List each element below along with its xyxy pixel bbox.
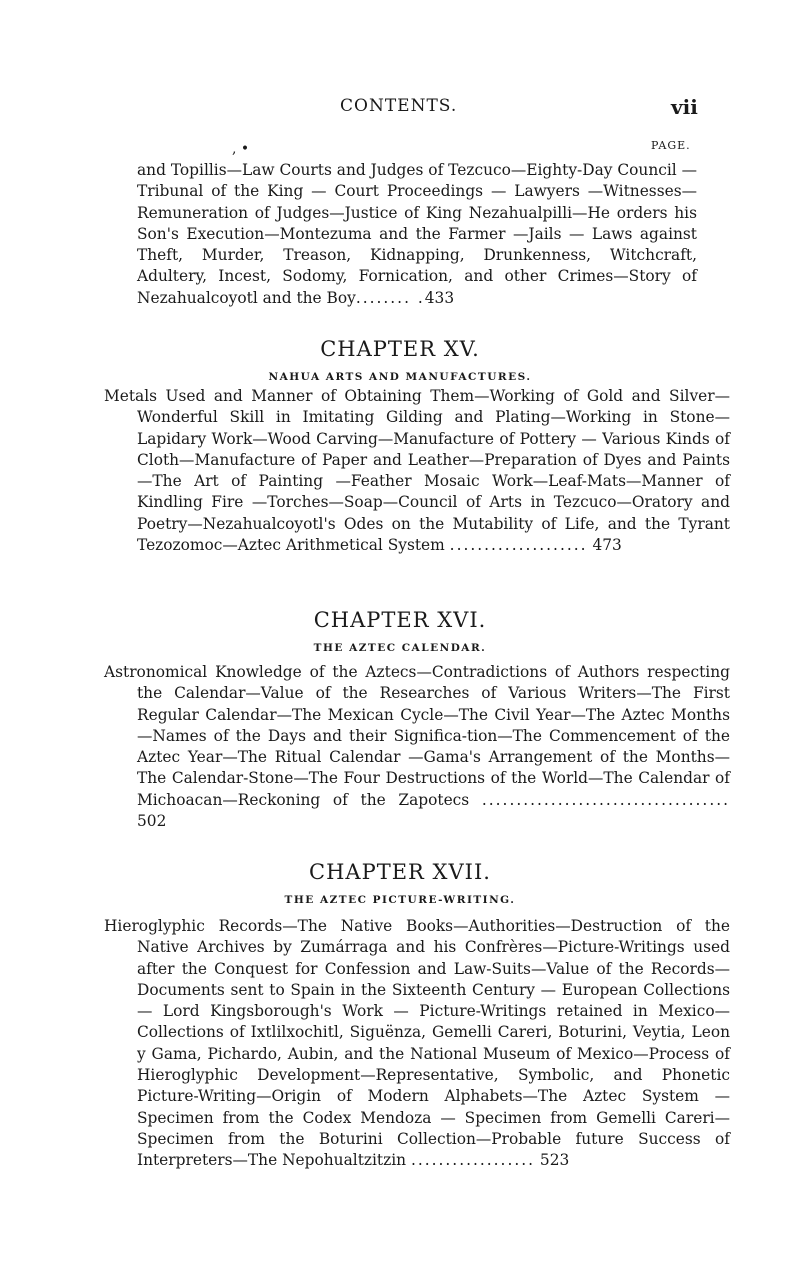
entry-text: and Topillis—Law Courts and Judges of Tezcuco—Eighty-Day Council — Tribunal of the King — Court Proceedings — Lawyers —Witnesses—Remuneration of Judges—Justice of King Nezahualpilli—He orders his Son's Execution—Montezuma and the Farmer —Jails — Laws against Theft, Murder, Treason, Kidnapping, Drunkenness, Witchcraft, Adultery, Incest, Sodomy, Fornication, and other Crimes—Story of Nezahualcoyotl and the Boy [137, 161, 697, 307]
dot-leader: .................... [449, 536, 588, 555]
entry-page: 473 [592, 536, 622, 555]
entry-text: Hieroglyphic Records—The Native Books—Authorities—Destruction of the Native Archives by Zumárraga and his Confrères—Picture-Writings used after the Conquest for Confession and Law-Suits—Value of the Records—Documents sent to Spain in the Sixteenth Century — European Collections — Lord Kingsborough's Work — Picture-Writings retained in Mexico—Collections of Ixtlilxochitl, Siguënza, Gemelli Careri, Boturini, Veytia, Leon y Gama, Pichardo, Aubin, and the National Museum of Mexico—Process of Hieroglyphic Development—Representative, Symbolic, and Phonetic Picture-Writing—Origin of Modern Alphabets—The Aztec System —Specimen from the Codex Mendoza — Specimen from Gemelli Careri—Specimen from the Boturini Collection—Probable future Success of Interpreters—The Nepohualtzitzin [104, 917, 730, 1170]
chapter-title: CHAPTER XVII. [309, 860, 491, 884]
dot-leader: .................................... [481, 790, 730, 809]
running-head: CONTENTS. [340, 96, 458, 116]
dot-leader: ........ . [355, 288, 425, 307]
entry-page: 523 [539, 1151, 570, 1170]
entry-page: 502 [137, 812, 167, 831]
print-mark: , • [232, 141, 250, 157]
chapter-title: CHAPTER XV. [320, 337, 480, 361]
chapter-subtitle: THE AZTEC CALENDAR. [313, 642, 487, 654]
page-column-label: PAGE. [651, 139, 691, 152]
dot-leader: .................. [410, 1151, 536, 1170]
entry-page: 433 [424, 288, 455, 307]
chapter-subtitle: NAHUA ARTS AND MANUFACTURES. [268, 371, 532, 383]
chapter-subtitle: THE AZTEC PICTURE-WRITING. [284, 894, 516, 906]
toc-entry-continued [137, 160, 697, 309]
toc-entry [104, 662, 730, 832]
page-number: vii [671, 95, 698, 119]
chapter-title: CHAPTER XVI. [313, 608, 487, 632]
entry-text: Astronomical Knowledge of the Aztecs—Contradictions of Authors respecting the Calendar—Value of the Researches of Various Writers—The First Regular Calendar—The Mexican Cycle—The Civil Year—The Aztec Months—Names of the Days and their Significa-tion—The Commencement of the Aztec Year—The Ritual Calendar —Gama's Arrangement of the Months—The Calendar-Stone—The Four Destructions of the World—The Calendar of Michoacan—Reckoning of the Zapotecs [104, 663, 730, 809]
entry-text: Metals Used and Manner of Obtaining Them—Working of Gold and Silver—Wonderful Skill in Imitating Gilding and Plating—Working in Stone—Lapidary Work—Wood Carving—Manufacture of Pottery — Various Kinds of Cloth—Manufacture of Paper and Leather—Preparation of Dyes and Paints—The Art of Painting —Feather Mosaic Work—Leaf-Mats—Manner of Kindling Fire —Torches—Soap—Council of Arts in Tezcuco—Oratory and Poetry—Nezahualcoyotl's Odes on the Mutability of Life, and the Tyrant Tezozomoc—Aztec Arithmetical System [104, 387, 730, 555]
toc-entry [104, 916, 730, 1172]
toc-entry [104, 386, 730, 556]
